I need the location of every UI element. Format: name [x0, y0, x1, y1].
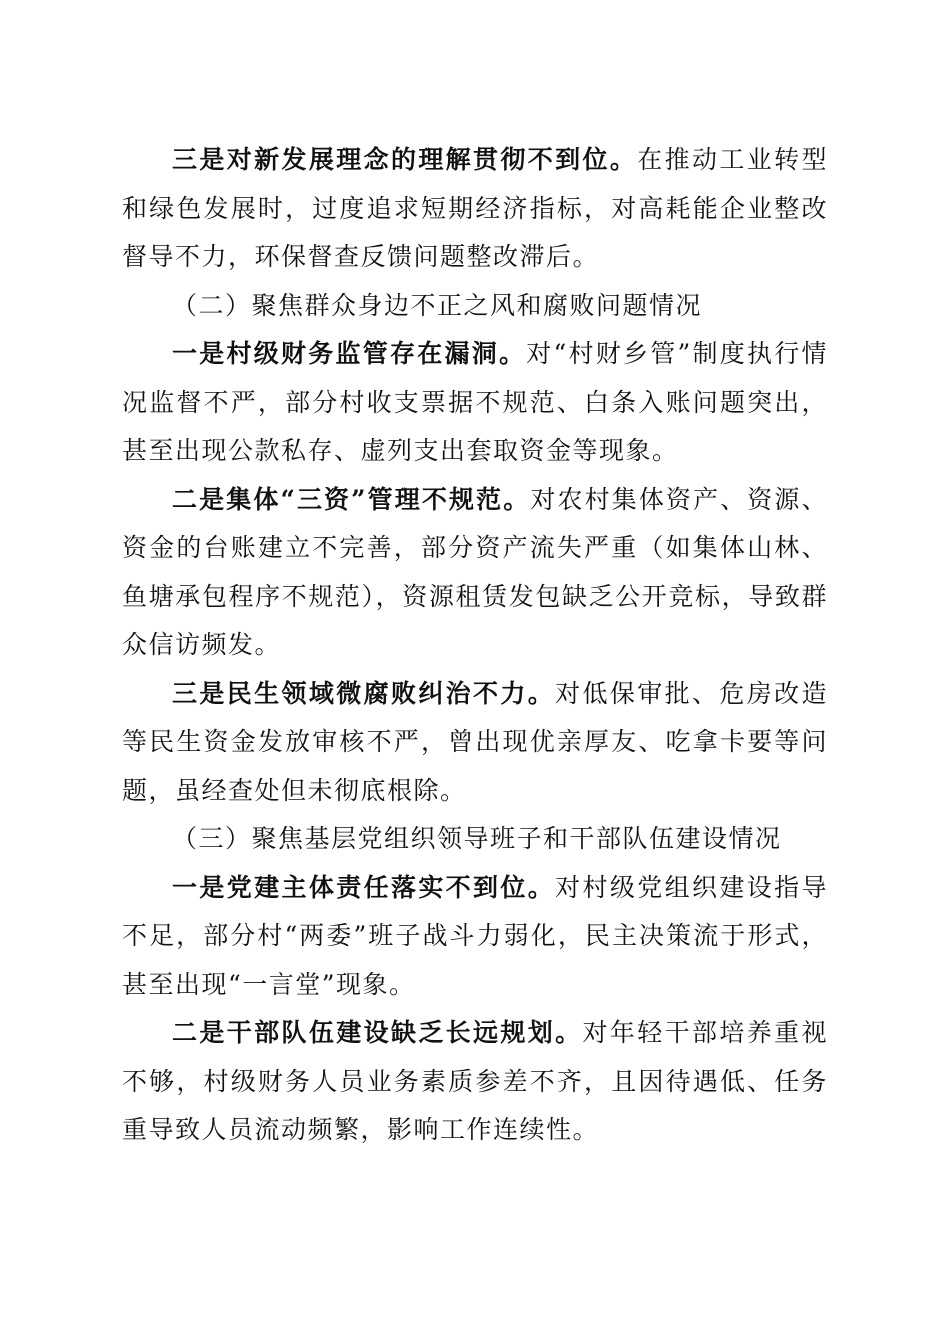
- paragraph-body: 对“村财乡管”制度执行情况监督不严，部分村收支票据不规范、白条入账问题突出，甚至出现公款私存、虚列支出套取资金等现象。: [122, 339, 828, 465]
- paragraph-three-assets: [122, 476, 828, 670]
- paragraph-cadre-team: [122, 1009, 828, 1155]
- paragraph-micro-corruption: [122, 670, 828, 816]
- paragraph-lead: 三是民生领域微腐败纠治不力。: [172, 678, 556, 708]
- paragraph-body: 对农村集体资产、资源、资金的台账建立不完善，部分资产流失严重（如集体山林、鱼塘承包程序不规范），资源租赁发包缺乏公开竞标，导致群众信访频发。: [122, 484, 828, 659]
- paragraph-body: 对村级党组织建设指导不足，部分村“两委”班子战斗力弱化，民主决策流于形式，甚至出现“一言堂”现象。: [122, 872, 828, 999]
- paragraph-party-building: [122, 864, 828, 1010]
- paragraph-body: 对年轻干部培养重视不够，村级财务人员业务素质参差不齐，且因待遇低、任务重导致人员流动频繁，影响工作连续性。: [122, 1018, 828, 1144]
- paragraph-village-finance: [122, 330, 828, 476]
- paragraph-body: 在推动工业转型和绿色发展时，过度追求短期经济指标，对高耗能企业整改督导不力，环保督查反馈问题整改滞后。: [122, 145, 828, 271]
- section-heading-2: （二）聚焦群众身边不正之风和腐败问题情况: [172, 290, 703, 320]
- paragraph-lead: 二是集体“三资”管理不规范。: [172, 484, 531, 514]
- paragraph-lead: 一是党建主体责任落实不到位。: [172, 872, 556, 902]
- paragraph-lead: 二是干部队伍建设缺乏长远规划。: [172, 1018, 583, 1047]
- paragraph-lead: 三是对新发展理念的理解贯彻不到位。: [172, 145, 638, 174]
- paragraph-body: 对低保审批、危房改造等民生资金发放审核不严，曾出现优亲厚友、吃拿卡要等问题，虽经查处但未彻底根除。: [122, 678, 828, 805]
- paragraph-new-development: [122, 136, 828, 282]
- paragraph-lead: 一是村级财务监管存在漏洞。: [172, 339, 527, 368]
- section-heading-3: （三）聚焦基层党组织领导班子和干部队伍建设情况: [172, 824, 782, 853]
- document-page: [122, 136, 828, 1155]
